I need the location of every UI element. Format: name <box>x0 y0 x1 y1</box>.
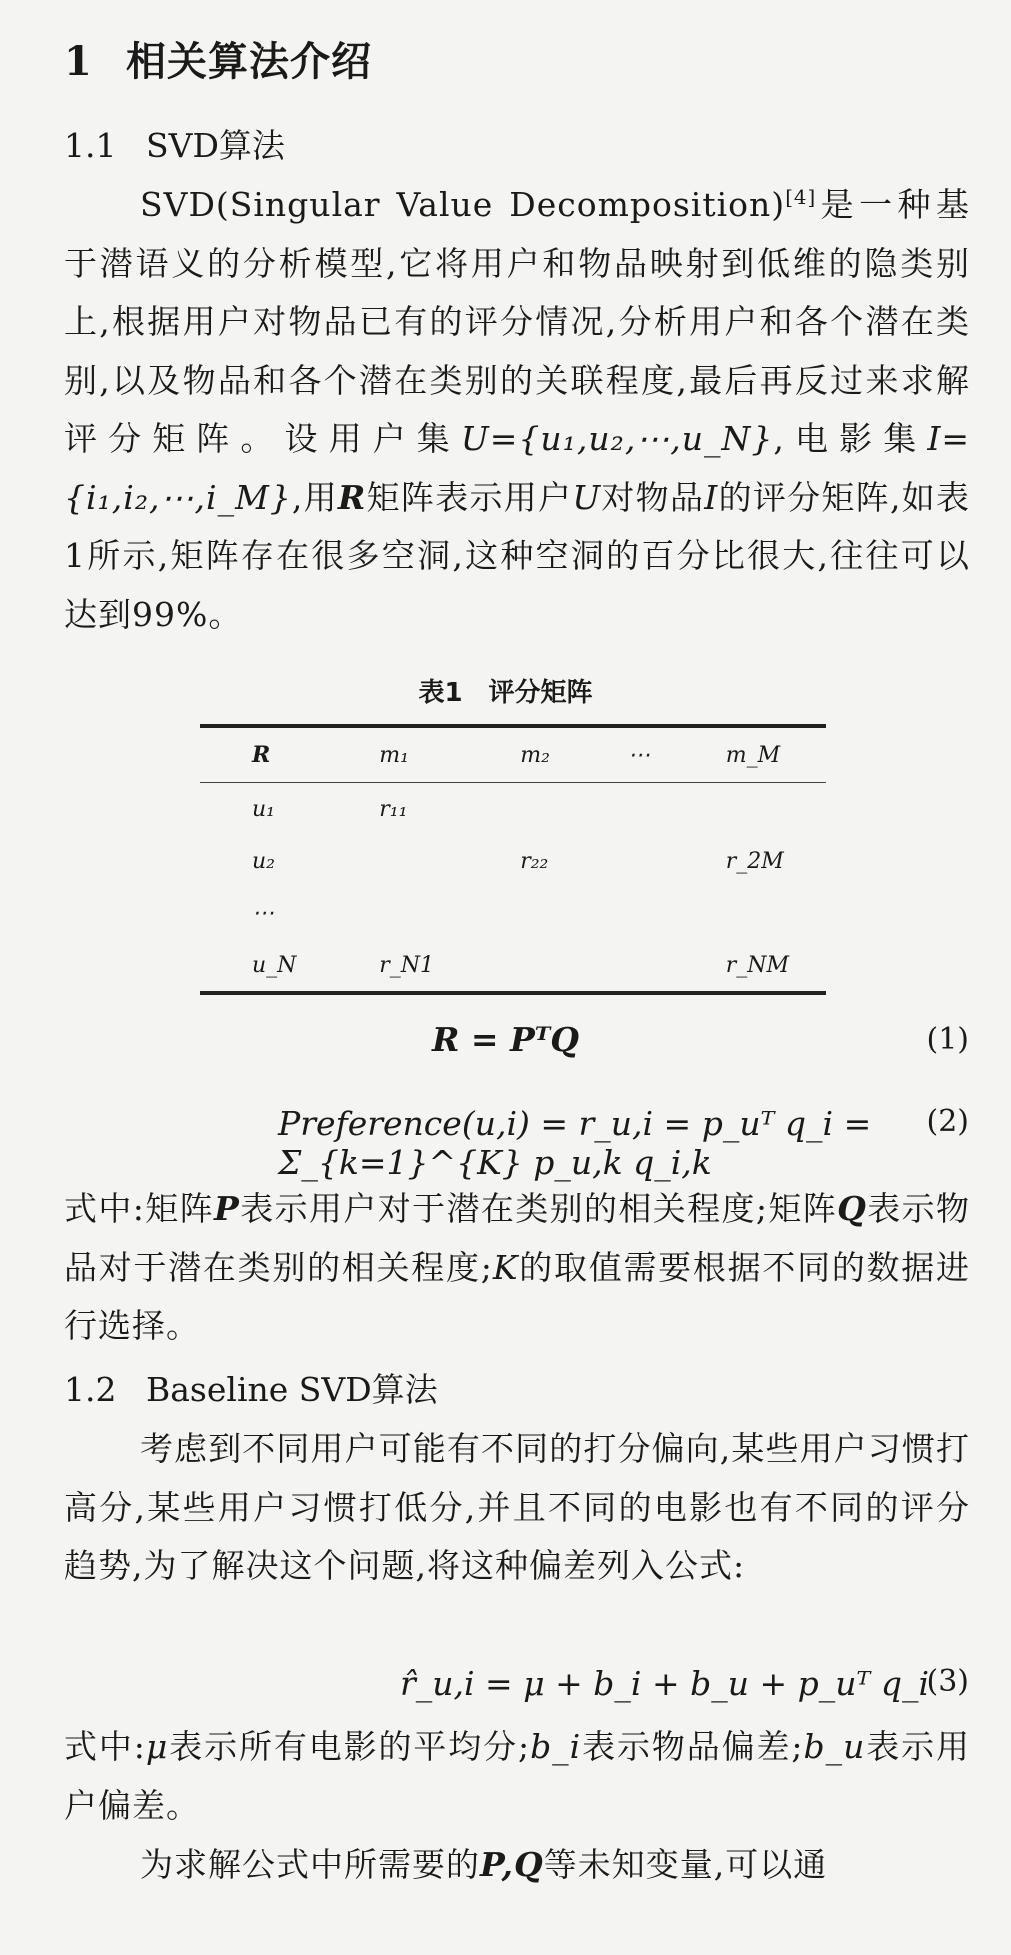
table-cell: u₁ <box>252 796 275 822</box>
table-cell <box>468 783 576 836</box>
text-run: 表示用户对于潜在类别的相关程度;矩阵 <box>239 1189 838 1228</box>
table-header-row <box>200 726 826 783</box>
citation-ref: [4] <box>785 186 817 209</box>
table-cell: r₂₂ <box>520 848 549 874</box>
table-cell <box>674 887 826 939</box>
table-row <box>200 939 826 993</box>
equation-number-3: (3) <box>926 1664 969 1699</box>
math-symbol: I <box>704 477 719 517</box>
equation-3: r̂_u,i = μ + b_i + b_u + p_uᵀ q_i <box>400 1664 929 1703</box>
table-header-cell: m₂ <box>520 742 550 768</box>
section-title: 相关算法介绍 <box>126 38 372 85</box>
text-run: 表示用户偏差。 <box>64 1727 970 1825</box>
table-cell <box>468 887 576 939</box>
table-header-cell: m_M <box>725 742 781 768</box>
text-run: 为求解公式中所需要的 <box>140 1845 480 1884</box>
section-heading-1-1 <box>64 120 285 167</box>
math-symbol: μ <box>145 1727 169 1766</box>
table-cell: ⋯ <box>252 900 274 926</box>
math-symbol: K <box>492 1247 519 1287</box>
paragraph-where-clause <box>64 1180 970 1356</box>
text-run: 的评分矩阵,如表1所示,矩阵存在很多空洞,这种空洞的百分比很大,往往可以达到99%。 <box>64 477 971 634</box>
subsection-title: SVD算法 <box>146 126 285 165</box>
text-run: 表示物品偏差; <box>581 1727 804 1766</box>
paragraph-svd-intro <box>64 176 970 644</box>
table-header-cell: R <box>252 742 271 768</box>
math-symbol: b_u <box>803 1727 866 1766</box>
section-heading-1-2 <box>64 1364 438 1411</box>
table-cell: u₂ <box>252 848 275 874</box>
equation-2: Preference(u,i) = r_u,i = p_uᵀ q_i = Σ_{k=1}^{K} p_u,k q_i,k <box>278 1104 872 1182</box>
text-run: 矩阵表示用户 <box>366 477 573 517</box>
table-row <box>200 887 826 939</box>
text-run: 是一种基于潜语义的分析模型,它将用户和物品映射到低维的隐类别上,根据用户对物品已有的评分情况,分析用户和各个潜在类别,以及物品和各个潜在类别的关联程度,最后再反过来求解评分矩阵。设用户集 <box>64 185 971 458</box>
text-run: 表示物品对于潜在类别的相关程度; <box>64 1189 971 1287</box>
table-cell <box>576 783 674 836</box>
matrix-symbol: P <box>214 1189 240 1228</box>
subsection-number: 1.2 <box>64 1370 117 1409</box>
section-heading-1 <box>64 30 372 87</box>
text-run: 表示所有电影的平均分; <box>168 1727 531 1766</box>
math-symbol: U <box>572 477 602 517</box>
text-run: 式中: <box>64 1727 146 1766</box>
table-caption: 表1 评分矩阵 <box>418 678 593 708</box>
table-row <box>200 835 826 887</box>
section-number: 1 <box>64 38 93 85</box>
paragraph-baseline-intro: 考虑到不同用户可能有不同的打分偏向,某些用户习惯打高分,某些用户习惯打低分,并且不同的电影也有不同的评分趋势,为了解决这个问题,将这种偏差列入公式: <box>64 1429 970 1585</box>
equation-number-1: (1) <box>926 1022 969 1057</box>
subsection-number: 1.1 <box>64 126 117 165</box>
matrix-symbol: P,Q <box>480 1845 544 1884</box>
text-run: ,电影集 <box>773 419 928 458</box>
table-cell <box>327 887 468 939</box>
text-run: 等未知变量,可以通 <box>543 1845 828 1884</box>
table-cell: u_N <box>252 952 297 978</box>
text-run: 式中:矩阵 <box>64 1189 215 1228</box>
table-cell <box>327 835 468 887</box>
table-cell: r_NM <box>725 952 790 978</box>
paragraph-bias-terms <box>64 1718 970 1835</box>
table-cell: r_2M <box>725 848 784 874</box>
table-cell: r_N1 <box>379 952 435 978</box>
equation-1: R = PᵀQ <box>431 1020 580 1059</box>
table-cell <box>674 783 826 836</box>
user-set-math: U={u₁,u₂,⋯,u_N} <box>460 419 774 458</box>
item-set-math: I={i₁,i₂,⋯,i_M} <box>64 419 970 517</box>
table-header-cell: m₁ <box>379 742 409 768</box>
paragraph-solve <box>64 1836 970 1895</box>
math-symbol: b_i <box>530 1727 582 1766</box>
table-cell <box>576 887 674 939</box>
table-header-cell: ⋯ <box>628 742 651 768</box>
subsection-title: Baseline SVD算法 <box>146 1370 438 1409</box>
table-cell <box>576 939 674 993</box>
table-cell: r₁₁ <box>379 796 408 822</box>
rating-matrix-table <box>200 724 826 995</box>
text-run: ,用 <box>291 477 338 517</box>
text-run: 的取值需要根据不同的数据进行选择。 <box>64 1247 971 1345</box>
table-cell <box>576 835 674 887</box>
equation-number-2: (2) <box>926 1104 969 1139</box>
table-cell <box>468 939 576 993</box>
matrix-symbol: Q <box>837 1189 867 1228</box>
text-run: SVD(Singular Value Decomposition) <box>140 185 786 224</box>
table-row <box>200 783 826 836</box>
matrix-symbol: R <box>337 477 367 517</box>
text-run: 对物品 <box>601 477 705 517</box>
